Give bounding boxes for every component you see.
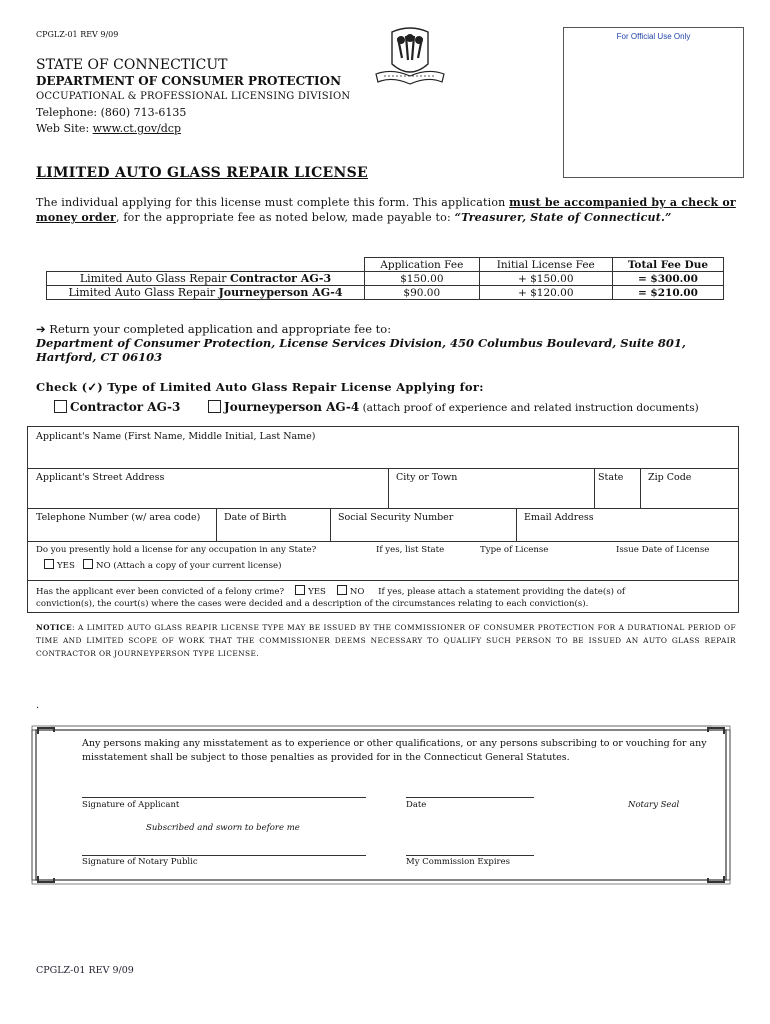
state-name: STATE OF CONNECTICUT: [36, 57, 228, 73]
license-type-field[interactable]: [472, 541, 608, 580]
city-field[interactable]: [388, 468, 594, 508]
commission-label: My Commission Expires: [406, 857, 511, 867]
website: [36, 122, 181, 135]
license-type-heading: Check (✓) Type of Limited Auto Glass Repair License Applying for:: [36, 380, 484, 394]
contractor-option-label: Contractor AG-3: [70, 400, 181, 414]
city-label: City or Town: [396, 472, 458, 483]
date-label: Date: [406, 800, 427, 810]
felony-yes-checkbox[interactable]: [295, 585, 305, 595]
fee-application: $150.00: [365, 272, 480, 286]
header-initial-fee: Initial License Fee: [479, 258, 612, 272]
stray-dot: .: [36, 700, 40, 711]
footer-form-code: CPGLZ-01 REV 9/09: [36, 965, 134, 976]
fee-application: $90.00: [365, 286, 480, 300]
felony-note-1: If yes, please attach a statement providing the date(s) of: [378, 587, 626, 597]
email-label: Email Address: [524, 512, 594, 523]
journeyperson-option-label: Journeyperson AG-4: [224, 400, 360, 414]
zip-field[interactable]: [640, 468, 740, 508]
license-state-field[interactable]: [368, 541, 472, 580]
return-address: Department of Consumer Protection, License Services Division, 450 Columbus Boulevard, Suite 801, Hartford, CT 06103: [36, 336, 686, 364]
license-no-checkbox[interactable]: [83, 559, 93, 569]
notary-signature-line[interactable]: [82, 855, 366, 856]
header-application-fee: Application Fee: [365, 258, 480, 272]
intro-text-1: The individual applying for this license must complete this form. This application: [36, 196, 510, 209]
telephone-field[interactable]: [28, 508, 216, 541]
fee-row-label-text: Limited Auto Glass Repair: [68, 286, 219, 299]
fee-row-license-code: Contractor AG-3: [229, 272, 332, 285]
felony-note-2: conviction(s), the court(s) where the cases were decided and a description of the circumstances relating to each conviction(s).: [36, 599, 589, 609]
state-seal-icon: [372, 24, 448, 90]
license-question: [28, 541, 368, 580]
official-use-box: [563, 27, 744, 178]
notice-text: : A LIMITED AUTO GLASS REAPIR LICENSE TYPE MAY BE ISSUED BY THE COMMISSIONER OF CONSUMER PROTECTION FOR A DURATIONAL PERIOD OF TIME AND LIMITED SCOPE OF WORK THAT THE COMMISSIONER DEEMS NECESSARY TO QUALIFY SUCH PERSON TO BE ISSUED AN AUTO GLASS REPAIR CONTRACTOR OR JOURNEYPERSON TYPE LICENSE.: [36, 623, 736, 658]
journeyperson-note: (attach proof of experience and related instruction documents): [359, 402, 699, 414]
fee-row-label: [47, 272, 365, 286]
dob-field[interactable]: [216, 508, 330, 541]
intro-emphasis: must be accompanied by a check or money order: [36, 196, 736, 224]
license-type-options: [54, 400, 699, 414]
dob-label: Date of Birth: [224, 512, 287, 523]
notice-label: NOTICE: [36, 623, 73, 632]
journeyperson-checkbox[interactable]: [208, 400, 221, 413]
payee: “Treasurer, State of Connecticut.”: [454, 211, 672, 224]
fee-row-license-code: Journeyperson AG-4: [218, 286, 343, 299]
street-address-field[interactable]: [28, 468, 388, 508]
fee-table: [46, 257, 724, 300]
zip-label: Zip Code: [648, 472, 692, 483]
website-label: Web Site:: [36, 122, 93, 135]
street-address-label: Applicant's Street Address: [36, 472, 165, 483]
fee-row-label: [47, 286, 365, 300]
fee-row-journeyperson: [47, 286, 724, 300]
license-yes-checkbox[interactable]: [44, 559, 54, 569]
applicant-name-label: Applicant's Name (First Name, Middle Initial, Last Name): [36, 431, 316, 442]
license-yes-label: YES: [57, 561, 75, 571]
email-field[interactable]: [516, 508, 740, 541]
felony-question-label: Has the applicant ever been convicted of a felony crime?: [36, 587, 285, 597]
felony-yes-label: YES: [308, 587, 326, 597]
return-instructions: [36, 322, 736, 364]
notary-seal-label: Notary Seal: [628, 800, 680, 810]
arrow-icon: ➔: [36, 322, 46, 336]
license-question-label: Do you presently hold a license for any occupation in any State?: [36, 545, 317, 555]
felony-no-label: NO: [349, 587, 365, 597]
department-name: DEPARTMENT OF CONSUMER PROTECTION: [36, 74, 342, 88]
notice-paragraph: [36, 621, 736, 660]
applicant-signature-label: Signature of Applicant: [82, 800, 180, 810]
license-no-label: NO (Attach a copy of your current license): [96, 561, 282, 571]
state-field[interactable]: [590, 468, 640, 508]
notary-signature-label: Signature of Notary Public: [82, 857, 198, 867]
fee-table-header: [47, 258, 724, 272]
applicant-name-field[interactable]: [28, 427, 740, 468]
applicant-info-grid: [27, 426, 739, 613]
felony-no-checkbox[interactable]: [337, 585, 347, 595]
telephone-label: Telephone Number (w/ area code): [36, 512, 201, 523]
fee-total: = $210.00: [612, 286, 723, 300]
license-type-label: Type of License: [480, 545, 549, 555]
commission-line[interactable]: [406, 855, 534, 856]
return-line: Return your completed application and appropriate fee to:: [45, 322, 392, 336]
fee-initial: + $150.00: [479, 272, 612, 286]
fee-row-label-text: Limited Auto Glass Repair: [79, 272, 230, 285]
fee-total: = $300.00: [612, 272, 723, 286]
fee-row-contractor: [47, 272, 724, 286]
felony-question: [28, 580, 740, 614]
license-state-label: If yes, list State: [376, 545, 445, 555]
ssn-label: Social Security Number: [338, 512, 454, 523]
state-label: State: [598, 472, 624, 483]
header-total-fee: Total Fee Due: [612, 258, 723, 272]
intro-text-2: , for the appropriate fee as noted below, made payable to:: [116, 211, 455, 224]
contractor-checkbox[interactable]: [54, 400, 67, 413]
website-link[interactable]: www.ct.gov/dcp: [92, 122, 181, 135]
license-issue-date-label: Issue Date of License: [616, 545, 710, 555]
license-issue-date-field[interactable]: [608, 541, 740, 580]
fee-initial: + $120.00: [479, 286, 612, 300]
intro-paragraph: [36, 195, 736, 225]
applicant-signature-line[interactable]: [82, 797, 366, 798]
ssn-field[interactable]: [330, 508, 516, 541]
form-code: CPGLZ-01 REV 9/09: [36, 30, 119, 39]
oath-text: Any persons making any misstatement as to experience or other qualifications, or any persons subscribing to or vouching for any misstatement shall be subject to those penalties as provided for in the Connecticut General Statutes.: [82, 738, 707, 763]
official-use-label: For Official Use Only: [616, 32, 691, 41]
date-line[interactable]: [406, 797, 534, 798]
sworn-label: Subscribed and sworn to before me: [146, 823, 300, 833]
division-name: OCCUPATIONAL & PROFESSIONAL LICENSING DIVISION: [36, 91, 351, 102]
telephone: Telephone: (860) 713-6135: [36, 106, 187, 119]
form-title: LIMITED AUTO GLASS REPAIR LICENSE: [36, 165, 368, 181]
